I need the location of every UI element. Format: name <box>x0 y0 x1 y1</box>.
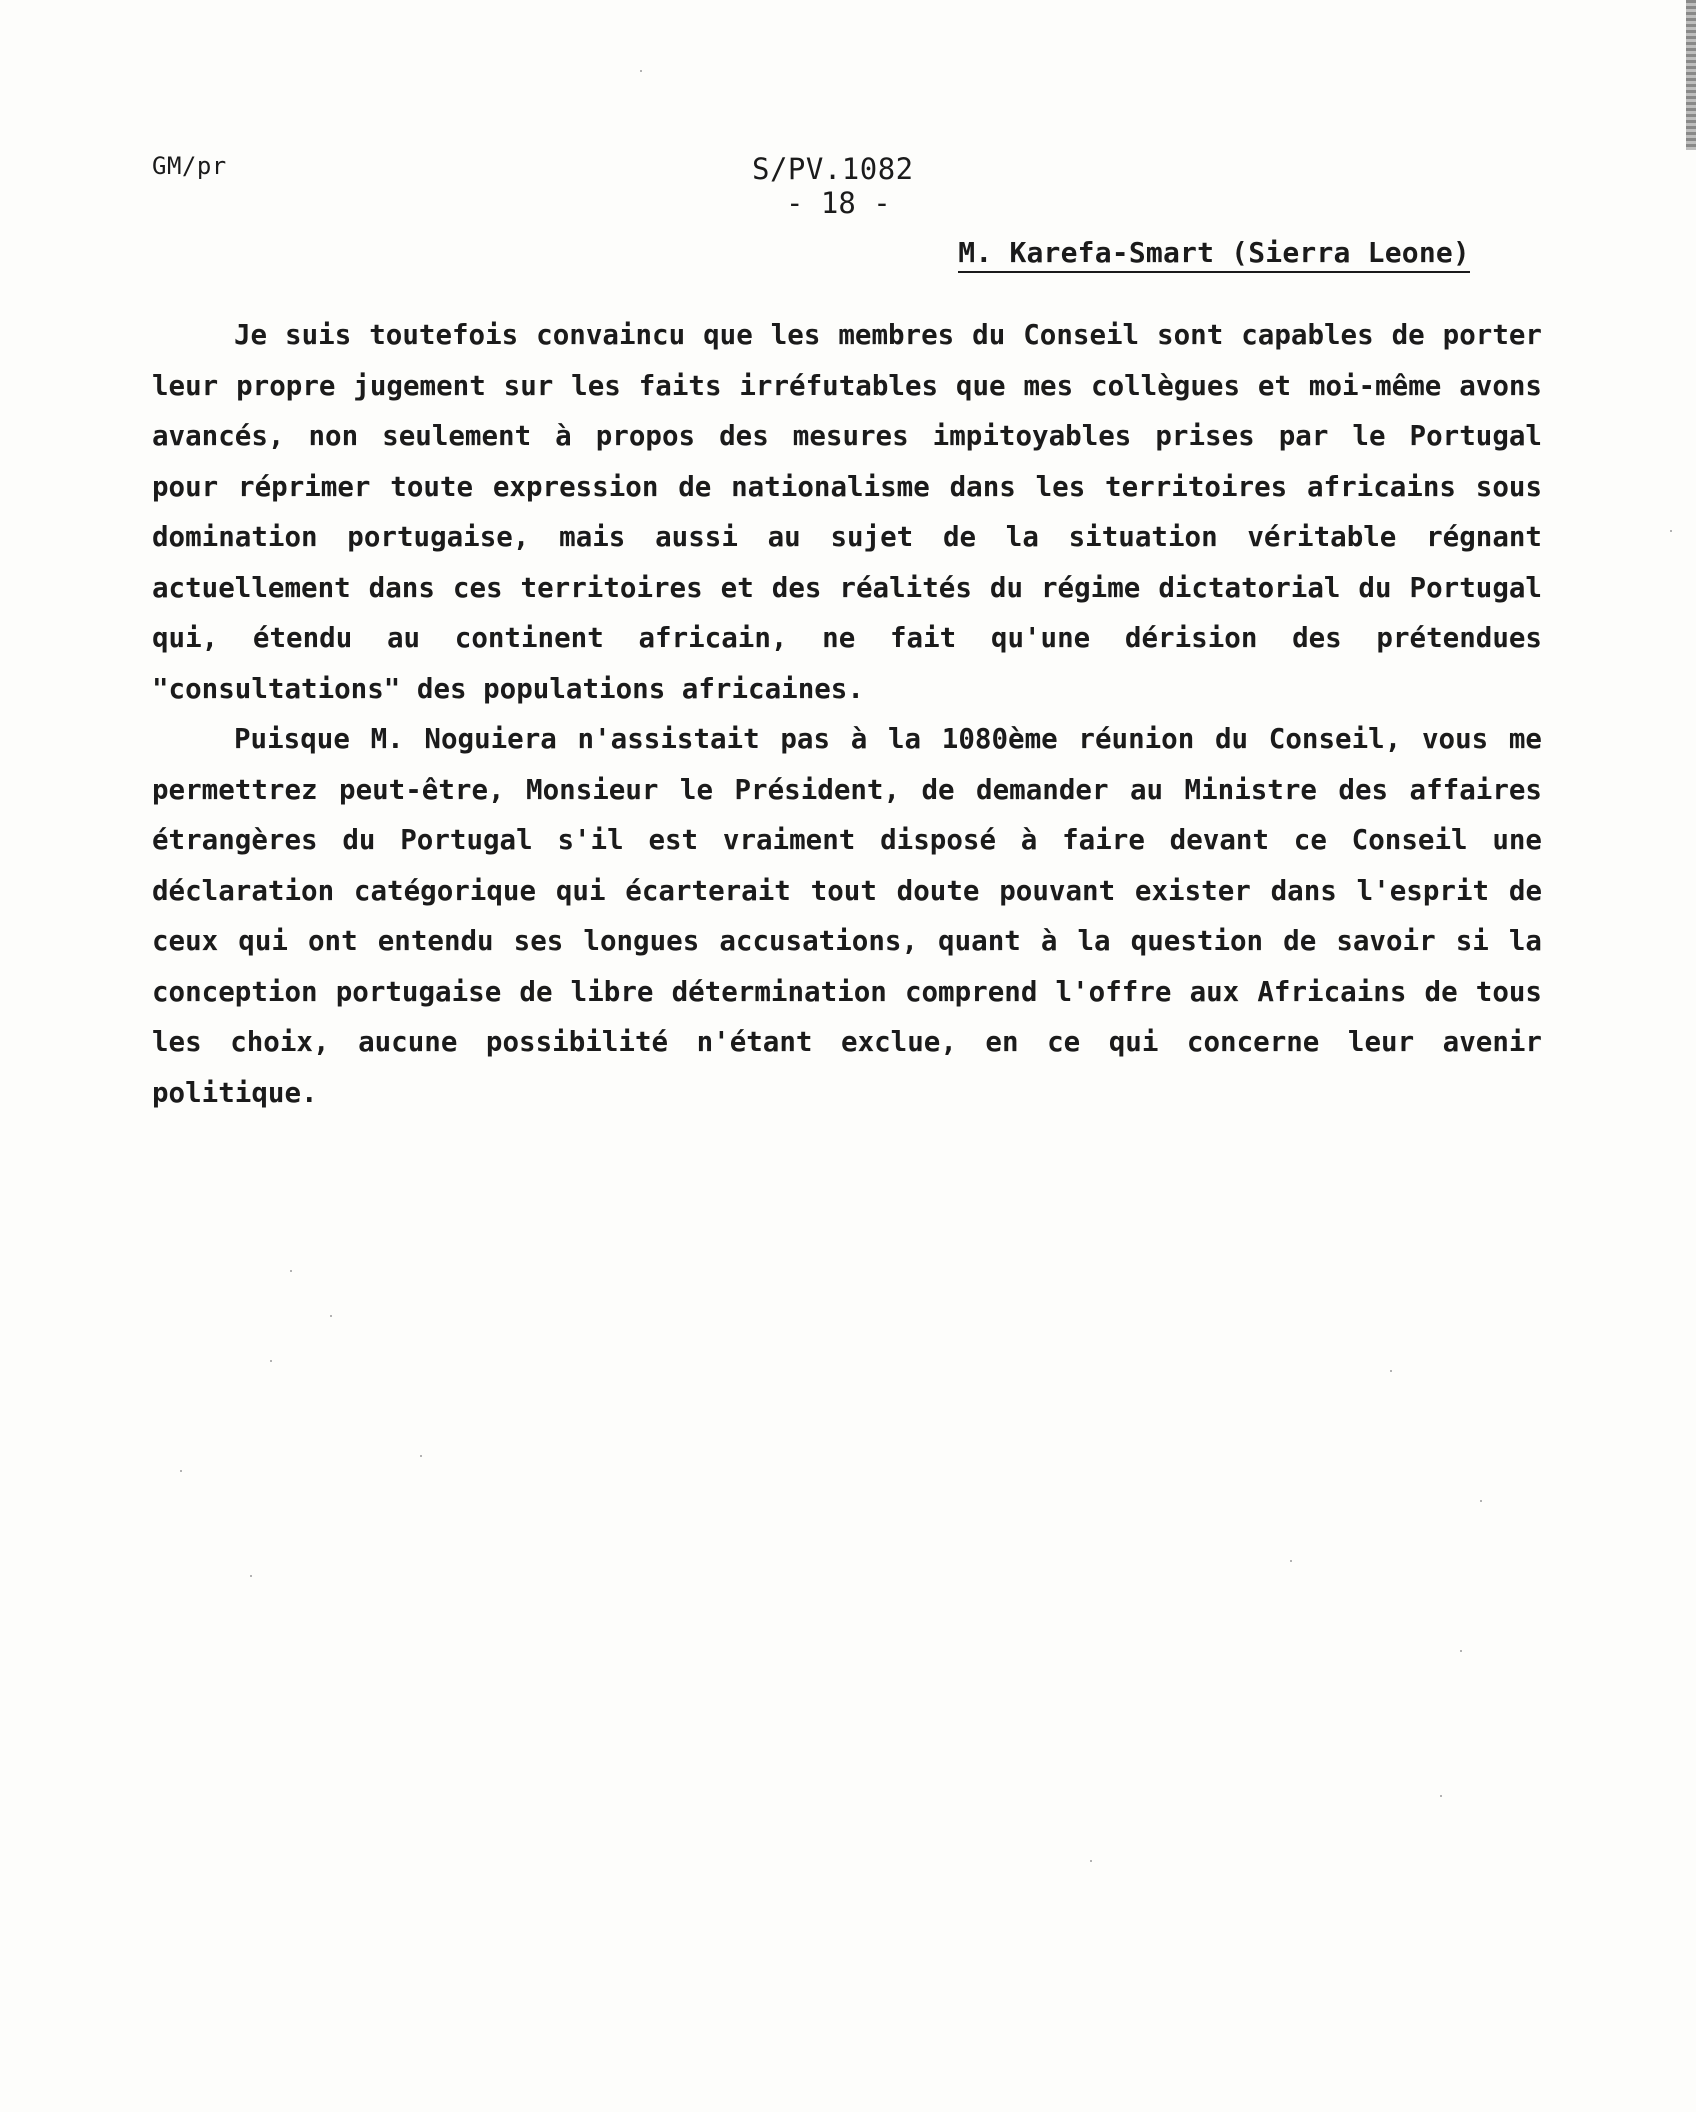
scan-speck <box>1460 1650 1462 1652</box>
scan-speck <box>250 1575 252 1577</box>
paragraph: Puisque M. Noguiera n'assistait pas à la 1080ème réunion du Conseil, vous me permettrez peut-être, Monsieur le Président, de demander au Ministre des affaires étrangères du Portugal s'il est vraiment disposé à faire devant ce Conseil une déclaration catégorique qui écarterait tout doute pouvant exister dans l'esprit de ceux qui ont entendu ses longues accusations, quant à la question de savoir si la conception portugaise de libre détermination comprend l'offre aux Africains de tous les choix, aucune possibilité n'étant exclue, en ce qui concerne leur avenir politique. <box>152 723 1542 1109</box>
paragraph: Je suis toutefois convaincu que les membres du Conseil sont capables de porter leur propre jugement sur les faits irréfutables que mes collègues et moi-même avons avancés, non seulement à propos des mesures impitoyables prises par le Portugal pour réprimer toute expression de nationalisme dans les territoires africains sous domination portugaise, mais aussi au sujet de la situation véritable régnant actuellement dans ces territoires et des réalités du régime dictatorial du Portugal qui, étendu au continent africain, ne fait qu'une dérision des prétendues "consultations" des populations africaines. <box>152 319 1542 705</box>
scan-speck <box>640 70 642 72</box>
body-text <box>152 310 1542 1118</box>
scan-speck <box>420 1455 422 1457</box>
scan-speck <box>330 1315 332 1317</box>
scan-speck <box>1390 1370 1392 1372</box>
page-edge-scan-artifact <box>1686 0 1696 150</box>
scan-speck <box>1440 1795 1442 1797</box>
scan-speck <box>270 1360 272 1362</box>
reference-code: GM/pr <box>152 152 227 180</box>
page-number: - 18 - <box>786 186 891 220</box>
scan-speck <box>1480 1500 1482 1502</box>
scan-speck <box>180 1470 182 1472</box>
document-symbol: S/PV.1082 <box>752 152 914 186</box>
scan-speck <box>1090 1860 1092 1862</box>
scan-speck <box>290 1270 292 1272</box>
scan-speck <box>1670 530 1672 532</box>
scan-speck <box>1290 1560 1292 1562</box>
speaker-heading: M. Karefa-Smart (Sierra Leone) <box>958 236 1470 273</box>
